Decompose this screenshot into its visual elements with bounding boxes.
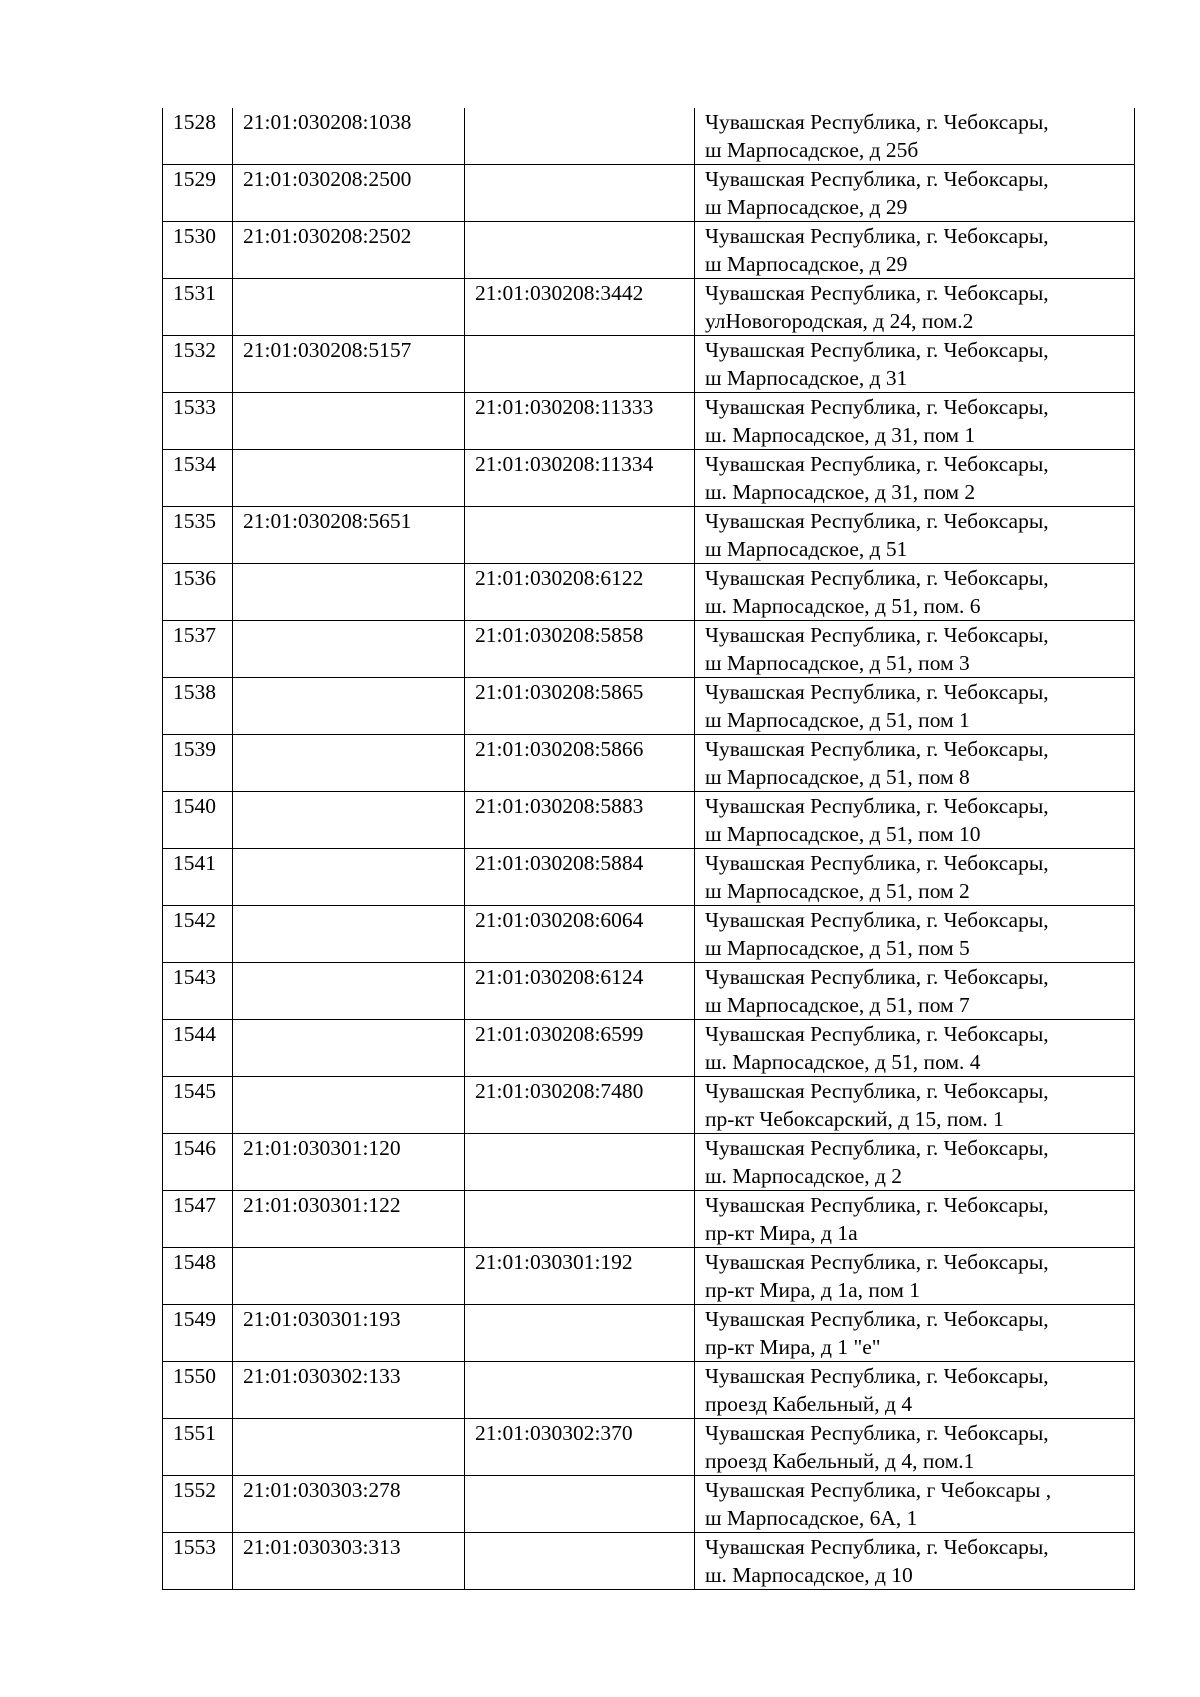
object-cadastral-number-cell [465, 222, 695, 279]
table-row [163, 222, 1135, 279]
land-cadastral-number-cell [233, 393, 465, 450]
object-cadastral-number-cell: 21:01:030208:6124 [465, 963, 695, 1020]
row-number-cell: 1536 [163, 564, 233, 621]
address-line-2: пр-кт Чебоксарский, д 15, пом. 1 [705, 1107, 1004, 1131]
address-cell [695, 1533, 1135, 1590]
object-cadastral-number-cell: 21:01:030208:5858 [465, 621, 695, 678]
address-line-1: Чувашская Республика, г. Чебоксары, [705, 281, 1049, 305]
row-number-cell: 1549 [163, 1305, 233, 1362]
object-cadastral-number-cell: 21:01:030208:11334 [465, 450, 695, 507]
land-cadastral-number-cell: 21:01:030208:5651 [233, 507, 465, 564]
land-cadastral-number-cell [233, 621, 465, 678]
table-row [163, 849, 1135, 906]
row-number-cell: 1535 [163, 507, 233, 564]
land-cadastral-number-cell: 21:01:030303:313 [233, 1533, 465, 1590]
address-line-1: Чувашская Республика, г. Чебоксары, [705, 1364, 1049, 1388]
table-row [163, 1020, 1135, 1077]
object-cadastral-number-cell [465, 1191, 695, 1248]
address-line-2: ш Марпосадское, д 31 [705, 366, 908, 390]
address-line-2: ш. Марпосадское, д 31, пом 1 [705, 423, 976, 447]
row-number-cell: 1542 [163, 906, 233, 963]
address-line-2: ш Марпосадское, д 25б [705, 138, 919, 162]
land-cadastral-number-cell [233, 963, 465, 1020]
address-line-1: Чувашская Республика, г. Чебоксары, [705, 1307, 1049, 1331]
address-line-2: ш Марпосадское, д 51, пом 10 [705, 822, 981, 846]
object-cadastral-number-cell [465, 108, 695, 165]
row-number-cell: 1543 [163, 963, 233, 1020]
address-line-2: ш Марпосадское, д 51, пом 5 [705, 936, 970, 960]
address-cell [695, 165, 1135, 222]
address-line-1: Чувашская Республика, г. Чебоксары, [705, 224, 1049, 248]
land-cadastral-number-cell [233, 564, 465, 621]
row-number-cell: 1530 [163, 222, 233, 279]
address-cell [695, 1305, 1135, 1362]
address-cell [695, 849, 1135, 906]
land-cadastral-number-cell [233, 792, 465, 849]
address-line-1: Чувашская Республика, г. Чебоксары, [705, 167, 1049, 191]
address-line-1: Чувашская Республика, г. Чебоксары, [705, 1535, 1049, 1559]
object-cadastral-number-cell [465, 1134, 695, 1191]
address-line-1: Чувашская Республика, г. Чебоксары, [705, 1193, 1049, 1217]
row-number-cell: 1537 [163, 621, 233, 678]
row-number-cell: 1546 [163, 1134, 233, 1191]
row-number-cell: 1538 [163, 678, 233, 735]
address-line-1: Чувашская Республика, г. Чебоксары, [705, 395, 1049, 419]
land-cadastral-number-cell [233, 1248, 465, 1305]
address-line-2: ш Марпосадское, д 29 [705, 195, 908, 219]
table-row [163, 1476, 1135, 1533]
row-number-cell: 1548 [163, 1248, 233, 1305]
row-number-cell: 1551 [163, 1419, 233, 1476]
address-cell [695, 1191, 1135, 1248]
address-line-2: ш Марпосадское, д 29 [705, 252, 908, 276]
address-line-1: Чувашская Республика, г. Чебоксары, [705, 680, 1049, 704]
address-cell [695, 792, 1135, 849]
address-line-1: Чувашская Республика, г. Чебоксары, [705, 965, 1049, 989]
land-cadastral-number-cell [233, 906, 465, 963]
row-number-cell: 1529 [163, 165, 233, 222]
table-row [163, 735, 1135, 792]
object-cadastral-number-cell: 21:01:030208:5883 [465, 792, 695, 849]
table-row [163, 1248, 1135, 1305]
object-cadastral-number-cell [465, 1476, 695, 1533]
table-row [163, 1077, 1135, 1134]
address-line-1: Чувашская Республика, г. Чебоксары, [705, 908, 1049, 932]
object-cadastral-number-cell: 21:01:030208:6122 [465, 564, 695, 621]
address-line-2: ш. Марпосадское, д 51, пом. 6 [705, 594, 981, 618]
row-number-cell: 1553 [163, 1533, 233, 1590]
table-row [163, 564, 1135, 621]
address-line-1: Чувашская Республика, г. Чебоксары, [705, 851, 1049, 875]
address-cell [695, 906, 1135, 963]
address-line-2: ш Марпосадское, 6А, 1 [705, 1506, 918, 1530]
land-cadastral-number-cell: 21:01:030301:193 [233, 1305, 465, 1362]
object-cadastral-number-cell [465, 1533, 695, 1590]
address-line-1: Чувашская Республика, г. Чебоксары, [705, 110, 1049, 134]
table-row [163, 507, 1135, 564]
address-cell [695, 1134, 1135, 1191]
object-cadastral-number-cell: 21:01:030301:192 [465, 1248, 695, 1305]
address-line-1: Чувашская Республика, г. Чебоксары, [705, 509, 1049, 533]
address-cell [695, 564, 1135, 621]
address-line-2: ш. Марпосадское, д 2 [705, 1164, 903, 1188]
address-line-2: пр-кт Мира, д 1а, пом 1 [705, 1278, 920, 1302]
address-line-1: Чувашская Республика, г. Чебоксары, [705, 623, 1049, 647]
address-line-1: Чувашская Республика, г. Чебоксары, [705, 1136, 1049, 1160]
table-row [163, 165, 1135, 222]
object-cadastral-number-cell: 21:01:030208:6599 [465, 1020, 695, 1077]
land-cadastral-number-cell: 21:01:030208:5157 [233, 336, 465, 393]
address-line-2: ш Марпосадское, д 51, пом 8 [705, 765, 970, 789]
address-line-1: Чувашская Республика, г Чебоксары , [705, 1478, 1052, 1502]
address-line-2: ш Марпосадское, д 51, пом 1 [705, 708, 970, 732]
object-cadastral-number-cell: 21:01:030208:6064 [465, 906, 695, 963]
address-cell [695, 1476, 1135, 1533]
object-cadastral-number-cell [465, 507, 695, 564]
land-cadastral-number-cell: 21:01:030208:1038 [233, 108, 465, 165]
row-number-cell: 1547 [163, 1191, 233, 1248]
table-row [163, 621, 1135, 678]
address-cell [695, 393, 1135, 450]
address-line-2: ш Марпосадское, д 51, пом 7 [705, 993, 970, 1017]
registry-table [162, 108, 1135, 1590]
table-row [163, 792, 1135, 849]
address-cell [695, 1419, 1135, 1476]
table-row [163, 1134, 1135, 1191]
row-number-cell: 1528 [163, 108, 233, 165]
object-cadastral-number-cell: 21:01:030302:370 [465, 1419, 695, 1476]
address-cell [695, 222, 1135, 279]
object-cadastral-number-cell [465, 1305, 695, 1362]
land-cadastral-number-cell: 21:01:030208:2500 [233, 165, 465, 222]
land-cadastral-number-cell [233, 279, 465, 336]
address-cell [695, 1020, 1135, 1077]
land-cadastral-number-cell [233, 678, 465, 735]
table-row [163, 1305, 1135, 1362]
land-cadastral-number-cell: 21:01:030301:120 [233, 1134, 465, 1191]
object-cadastral-number-cell: 21:01:030208:5865 [465, 678, 695, 735]
address-line-2: проезд Кабельный, д 4 [705, 1392, 913, 1416]
land-cadastral-number-cell [233, 1419, 465, 1476]
address-cell [695, 621, 1135, 678]
row-number-cell: 1541 [163, 849, 233, 906]
table-row [163, 1191, 1135, 1248]
address-cell [695, 963, 1135, 1020]
row-number-cell: 1534 [163, 450, 233, 507]
land-cadastral-number-cell [233, 1020, 465, 1077]
object-cadastral-number-cell: 21:01:030208:5866 [465, 735, 695, 792]
address-cell [695, 507, 1135, 564]
row-number-cell: 1540 [163, 792, 233, 849]
table-row [163, 108, 1135, 165]
address-line-2: улНовогородская, д 24, пом.2 [705, 309, 974, 333]
address-line-2: ш. Марпосадское, д 51, пом. 4 [705, 1050, 981, 1074]
table-row [163, 1362, 1135, 1419]
table-row [163, 450, 1135, 507]
address-cell [695, 735, 1135, 792]
table-row [163, 336, 1135, 393]
row-number-cell: 1539 [163, 735, 233, 792]
address-cell [695, 1077, 1135, 1134]
object-cadastral-number-cell: 21:01:030208:5884 [465, 849, 695, 906]
address-line-2: ш Марпосадское, д 51, пом 3 [705, 651, 970, 675]
object-cadastral-number-cell [465, 336, 695, 393]
table-row [163, 678, 1135, 735]
land-cadastral-number-cell: 21:01:030301:122 [233, 1191, 465, 1248]
land-cadastral-number-cell: 21:01:030303:278 [233, 1476, 465, 1533]
land-cadastral-number-cell [233, 450, 465, 507]
address-cell [695, 279, 1135, 336]
land-cadastral-number-cell: 21:01:030208:2502 [233, 222, 465, 279]
object-cadastral-number-cell [465, 165, 695, 222]
land-cadastral-number-cell [233, 1077, 465, 1134]
row-number-cell: 1533 [163, 393, 233, 450]
address-line-1: Чувашская Республика, г. Чебоксары, [705, 566, 1049, 590]
address-line-2: ш. Марпосадское, д 31, пом 2 [705, 480, 976, 504]
address-line-1: Чувашская Республика, г. Чебоксары, [705, 737, 1049, 761]
land-cadastral-number-cell [233, 735, 465, 792]
row-number-cell: 1545 [163, 1077, 233, 1134]
registry-table-body [163, 108, 1135, 1590]
row-number-cell: 1531 [163, 279, 233, 336]
object-cadastral-number-cell [465, 1362, 695, 1419]
land-cadastral-number-cell: 21:01:030302:133 [233, 1362, 465, 1419]
address-line-1: Чувашская Республика, г. Чебоксары, [705, 794, 1049, 818]
address-line-1: Чувашская Республика, г. Чебоксары, [705, 452, 1049, 476]
table-row [163, 1419, 1135, 1476]
address-cell [695, 450, 1135, 507]
address-cell [695, 1248, 1135, 1305]
land-cadastral-number-cell [233, 849, 465, 906]
object-cadastral-number-cell: 21:01:030208:11333 [465, 393, 695, 450]
address-line-2: ш. Марпосадское, д 10 [705, 1563, 913, 1587]
table-row [163, 906, 1135, 963]
address-line-1: Чувашская Республика, г. Чебоксары, [705, 1421, 1049, 1445]
address-line-1: Чувашская Республика, г. Чебоксары, [705, 338, 1049, 362]
address-cell [695, 108, 1135, 165]
table-row [163, 393, 1135, 450]
address-line-2: пр-кт Мира, д 1а [705, 1221, 858, 1245]
address-line-1: Чувашская Республика, г. Чебоксары, [705, 1079, 1049, 1103]
address-line-2: ш Марпосадское, д 51 [705, 537, 908, 561]
table-row [163, 279, 1135, 336]
row-number-cell: 1550 [163, 1362, 233, 1419]
row-number-cell: 1532 [163, 336, 233, 393]
address-cell [695, 336, 1135, 393]
address-cell [695, 678, 1135, 735]
row-number-cell: 1552 [163, 1476, 233, 1533]
object-cadastral-number-cell: 21:01:030208:3442 [465, 279, 695, 336]
address-line-1: Чувашская Республика, г. Чебоксары, [705, 1250, 1049, 1274]
row-number-cell: 1544 [163, 1020, 233, 1077]
address-line-1: Чувашская Республика, г. Чебоксары, [705, 1022, 1049, 1046]
address-cell [695, 1362, 1135, 1419]
object-cadastral-number-cell: 21:01:030208:7480 [465, 1077, 695, 1134]
table-row [163, 1533, 1135, 1590]
address-line-2: пр-кт Мира, д 1 "е" [705, 1335, 881, 1359]
address-line-2: проезд Кабельный, д 4, пом.1 [705, 1449, 975, 1473]
table-row [163, 963, 1135, 1020]
address-line-2: ш Марпосадское, д 51, пом 2 [705, 879, 970, 903]
